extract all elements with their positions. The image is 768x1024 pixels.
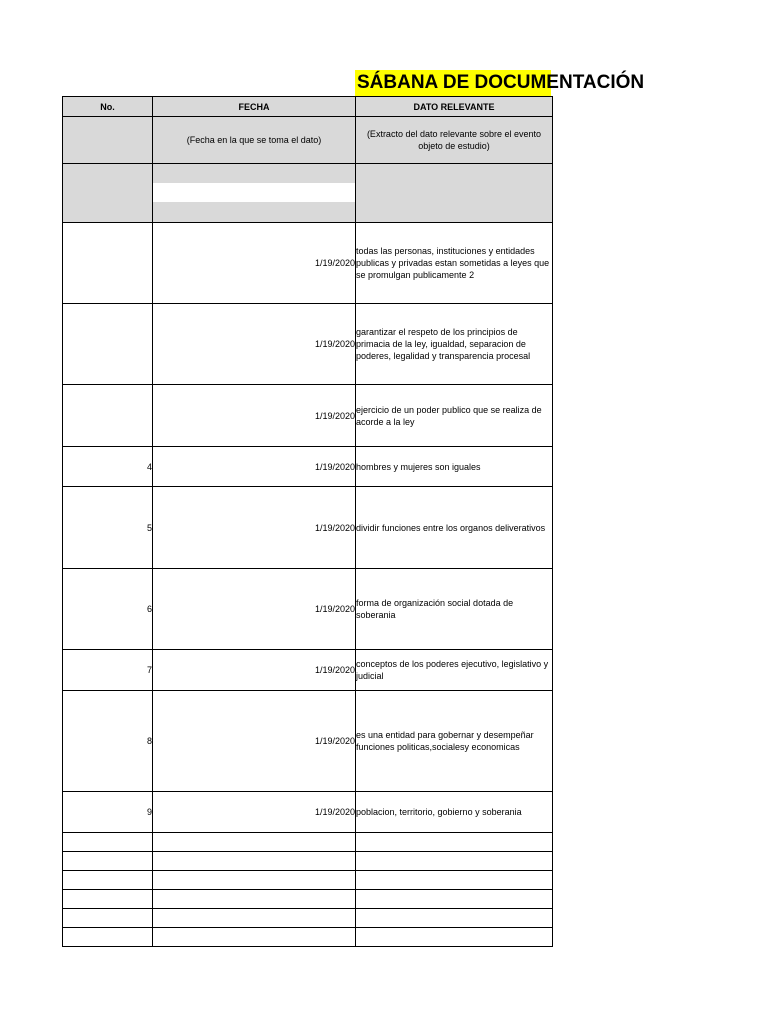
- row-dato-cell[interactable]: ejercicio de un poder publico que se realiza de acorde a la ley: [356, 385, 553, 447]
- sheet-title: SÁBANA DE DOCUMENTACIÓN: [355, 70, 551, 96]
- header-row: [63, 97, 553, 117]
- row-dato-cell[interactable]: es una entidad para gobernar y desempeñar funciones politicas,socialesy economicas: [356, 691, 553, 792]
- subheader-no[interactable]: [63, 117, 153, 164]
- subheader-dato-text: (Extracto del dato relevante sobre el evento objeto de estudio): [366, 129, 542, 151]
- empty-cell[interactable]: [356, 909, 553, 928]
- documentation-table: [62, 96, 553, 947]
- empty-cell[interactable]: [63, 928, 153, 947]
- row-number-cell[interactable]: 6: [63, 569, 153, 650]
- row-dato-cell[interactable]: forma de organización social dotada de soberania: [356, 569, 553, 650]
- row-dato-cell[interactable]: todas las personas, instituciones y entidades publicas y privadas estan sometidas a leyes que se promulgan publicamente 2: [356, 223, 553, 304]
- header-no[interactable]: No.: [63, 97, 153, 117]
- row-number-cell[interactable]: 5: [63, 487, 153, 569]
- white-strip: [153, 183, 355, 202]
- empty-cell[interactable]: [153, 852, 356, 871]
- empty-row: [63, 833, 553, 852]
- row-date-cell[interactable]: 1/19/2020: [153, 223, 356, 304]
- row-number-cell[interactable]: [63, 223, 153, 304]
- row-date-cell[interactable]: 1/19/2020: [153, 691, 356, 792]
- empty-cell[interactable]: [356, 871, 553, 890]
- blank-cell[interactable]: [356, 164, 553, 223]
- row-dato-cell[interactable]: hombres y mujeres son iguales: [356, 447, 553, 487]
- blank-gray-row: [63, 164, 553, 223]
- header-fecha[interactable]: FECHA: [153, 97, 356, 117]
- row-number-cell[interactable]: 4: [63, 447, 153, 487]
- empty-rows: [63, 833, 553, 947]
- empty-cell[interactable]: [63, 871, 153, 890]
- table-row: [63, 487, 553, 569]
- row-dato-cell[interactable]: conceptos de los poderes ejecutivo, legislativo y judicial: [356, 650, 553, 691]
- empty-cell[interactable]: [63, 833, 153, 852]
- table-row: [63, 691, 553, 792]
- row-number-cell[interactable]: [63, 385, 153, 447]
- row-number-cell[interactable]: 8: [63, 691, 153, 792]
- empty-cell[interactable]: [153, 871, 356, 890]
- empty-cell[interactable]: [63, 852, 153, 871]
- empty-cell[interactable]: [153, 928, 356, 947]
- subheader-fecha-text: (Fecha en la que se toma el dato): [186, 135, 322, 145]
- empty-row: [63, 871, 553, 890]
- row-dato-cell[interactable]: dividir funciones entre los organos deliverativos: [356, 487, 553, 569]
- table-row: [63, 385, 553, 447]
- row-date-cell[interactable]: 1/19/2020: [153, 487, 356, 569]
- empty-cell[interactable]: [153, 833, 356, 852]
- row-dato-cell[interactable]: garantizar el respeto de los principios de primacia de la ley, igualdad, separacion de poderes, legalidad y transparencia procesal: [356, 304, 553, 385]
- empty-cell[interactable]: [63, 909, 153, 928]
- empty-cell[interactable]: [356, 833, 553, 852]
- row-date-cell[interactable]: 1/19/2020: [153, 569, 356, 650]
- table-row: [63, 569, 553, 650]
- table-row: [63, 304, 553, 385]
- subheader-dato[interactable]: [356, 117, 553, 164]
- row-date-cell[interactable]: 1/19/2020: [153, 650, 356, 691]
- empty-cell[interactable]: [153, 890, 356, 909]
- data-rows: [63, 223, 553, 833]
- row-number-cell[interactable]: 9: [63, 792, 153, 833]
- empty-row: [63, 909, 553, 928]
- table-row: [63, 650, 553, 691]
- blank-cell[interactable]: [63, 164, 153, 223]
- empty-cell[interactable]: [356, 928, 553, 947]
- table-row: [63, 792, 553, 833]
- header-dato[interactable]: DATO RELEVANTE: [356, 97, 553, 117]
- row-date-cell[interactable]: 1/19/2020: [153, 792, 356, 833]
- table-row: [63, 223, 553, 304]
- empty-cell[interactable]: [153, 909, 356, 928]
- row-number-cell[interactable]: 7: [63, 650, 153, 691]
- subheader-row: [63, 117, 553, 164]
- row-date-cell[interactable]: 1/19/2020: [153, 304, 356, 385]
- empty-row: [63, 852, 553, 871]
- empty-cell[interactable]: [63, 890, 153, 909]
- subheader-fecha[interactable]: [153, 117, 356, 164]
- table-row: [63, 447, 553, 487]
- empty-row: [63, 890, 553, 909]
- row-date-cell[interactable]: 1/19/2020: [153, 447, 356, 487]
- blank-cell[interactable]: [153, 164, 356, 223]
- row-dato-cell[interactable]: poblacion, territorio, gobierno y soberania: [356, 792, 553, 833]
- empty-row: [63, 928, 553, 947]
- empty-cell[interactable]: [356, 890, 553, 909]
- empty-cell[interactable]: [356, 852, 553, 871]
- row-date-cell[interactable]: 1/19/2020: [153, 385, 356, 447]
- row-number-cell[interactable]: [63, 304, 153, 385]
